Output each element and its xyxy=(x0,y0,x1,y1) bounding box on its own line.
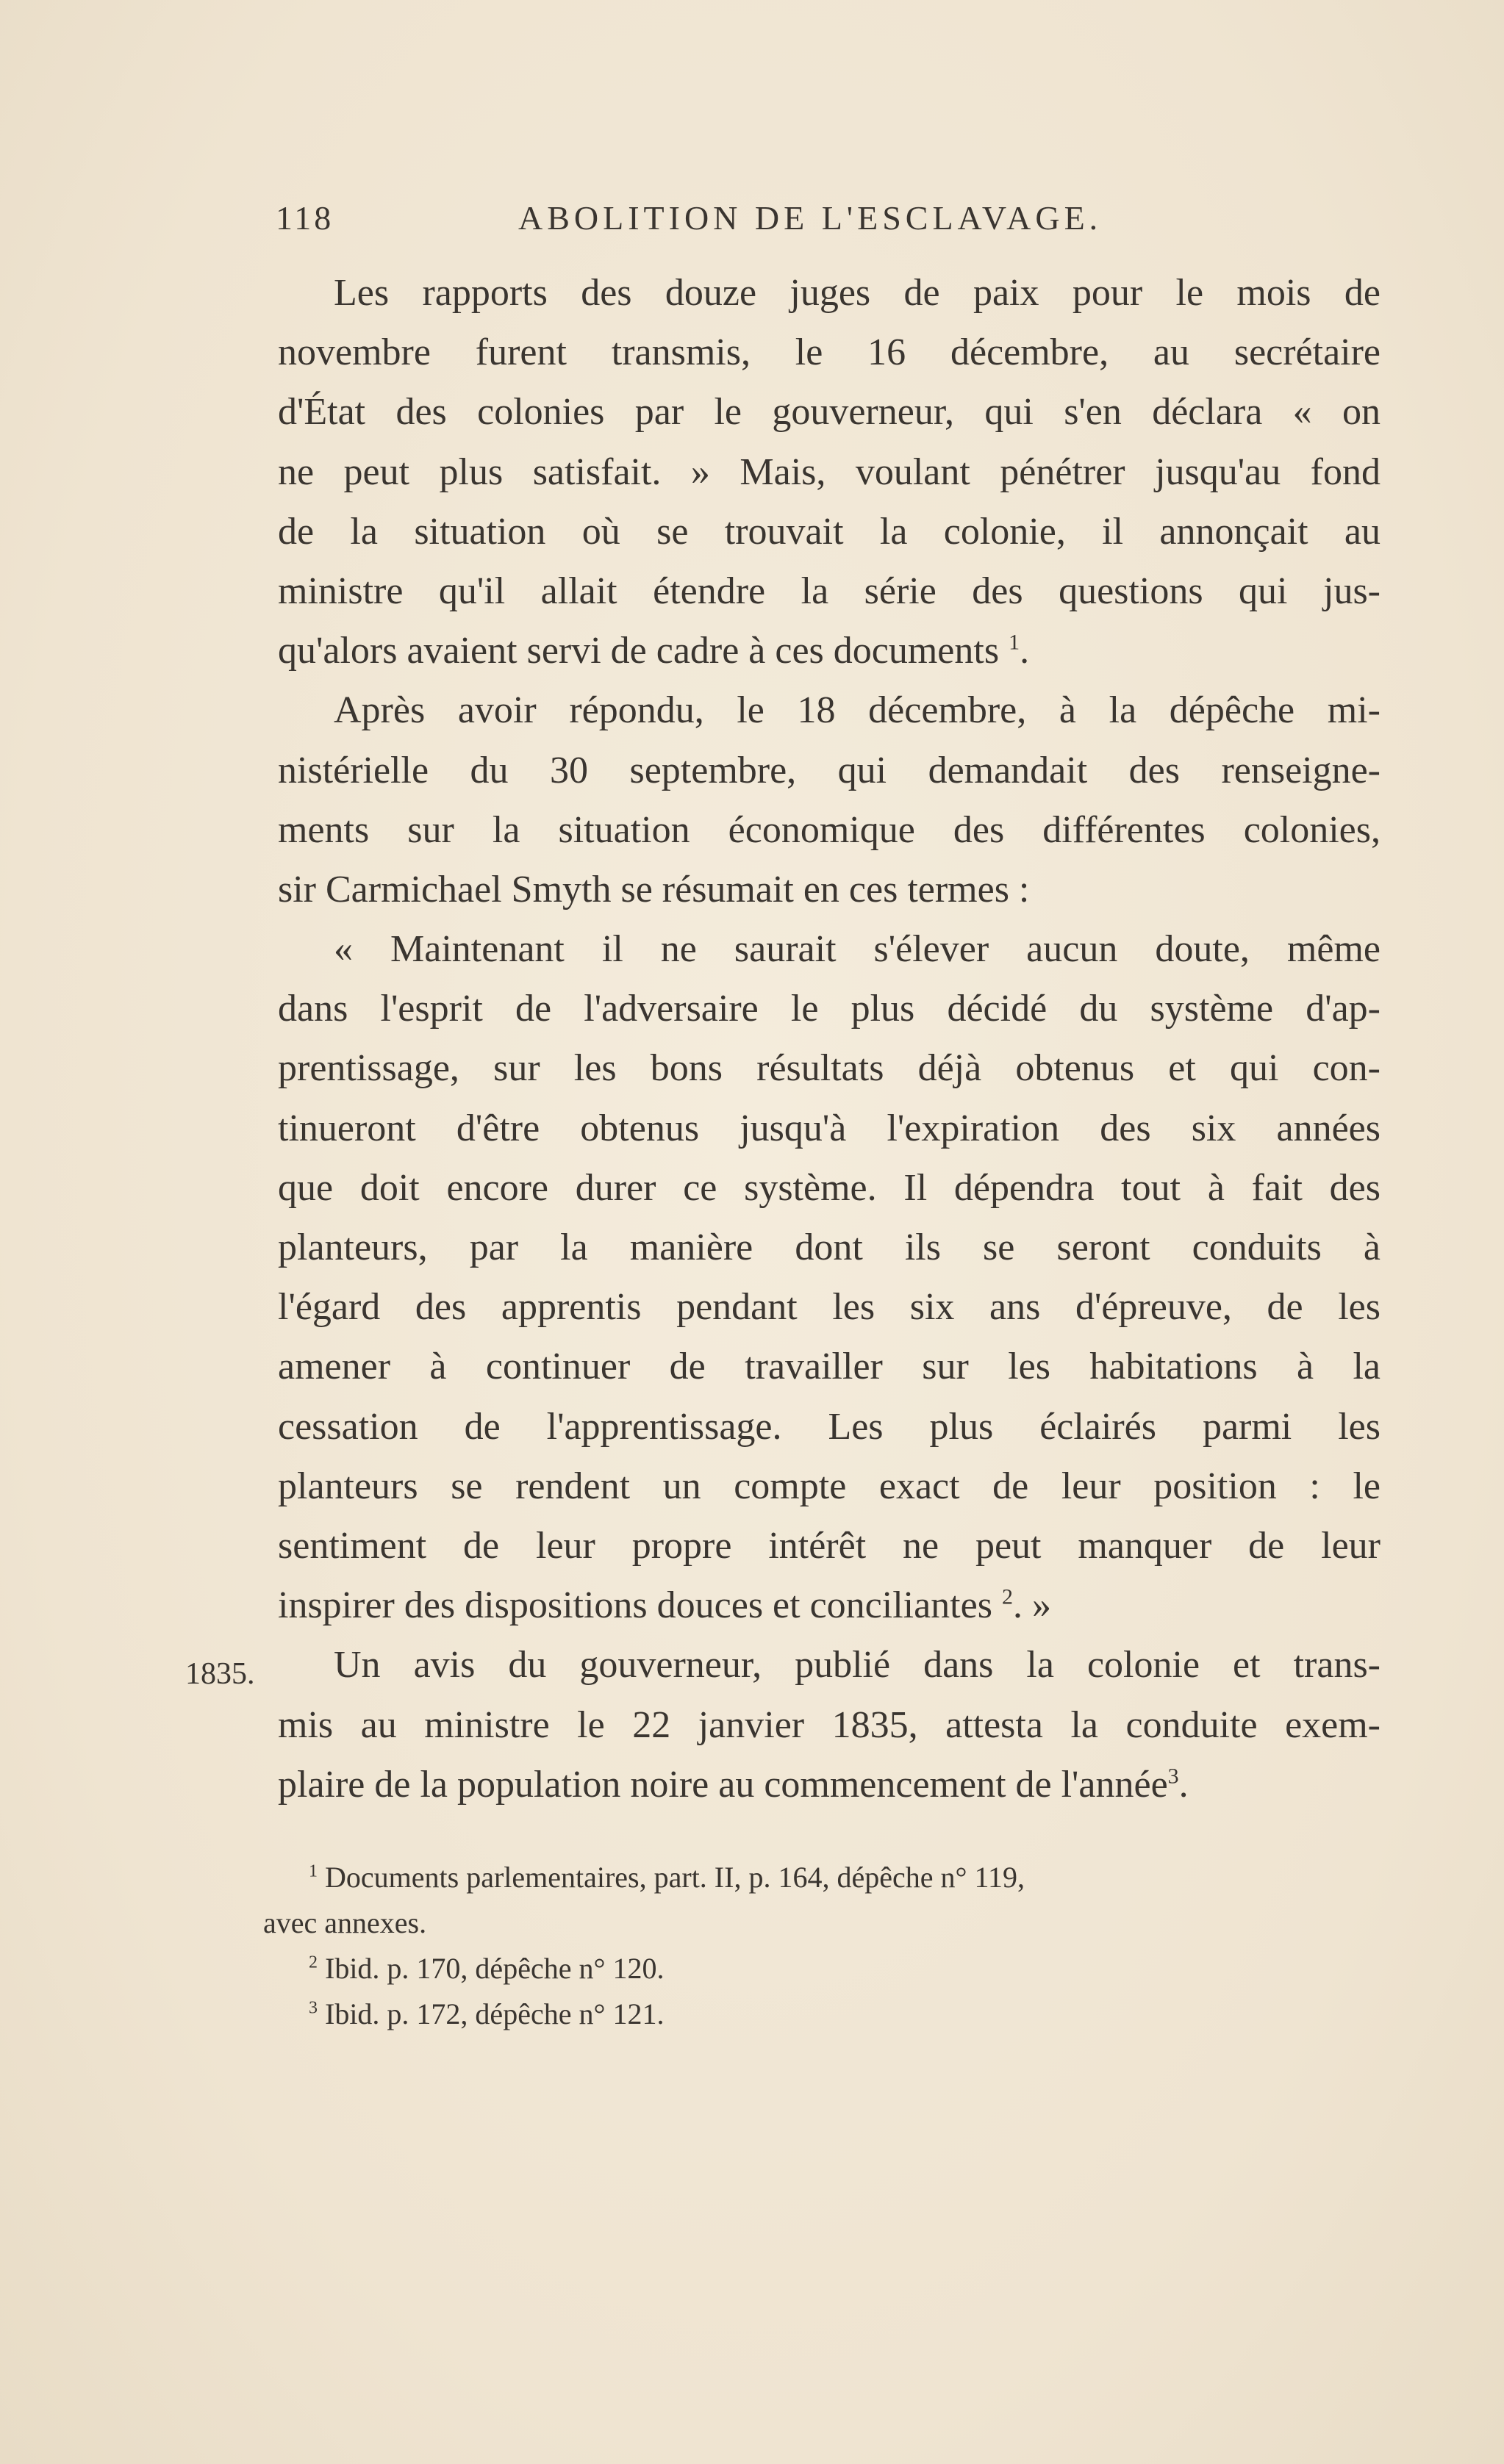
text-line: Les rapports des douze juges de paix pour le mois de xyxy=(334,272,1381,314)
text-line: ministre qu'il allait étendre la série des questions qui jus- xyxy=(278,570,1381,612)
footnote-ref-1: 1 xyxy=(1009,630,1020,655)
footnote: $^3$ Ibid. p. 172, dépêche n° 121. xyxy=(309,1997,665,2030)
text-line: mis au ministre le 22 janvier 1835, attesta la conduite exem- xyxy=(278,1703,1381,1746)
text-line: dans l'esprit de l'adversaire le plus décidé du système d'ap- xyxy=(278,988,1381,1030)
text-line: novembre furent transmis, le 16 décembre, au secrétaire xyxy=(278,331,1381,374)
footnote-ref-2: 2 xyxy=(1001,1584,1013,1609)
footnotes xyxy=(263,1855,1381,2037)
running-header xyxy=(276,198,1393,250)
footnote: $^1$ Documents parlementaires, part. II, p. 164, dépêche n° 119, xyxy=(309,1861,1025,1894)
text-line: qu'alors avaient servi de cadre à ces documents $^1$. xyxy=(278,630,1030,672)
text-line: Après avoir répondu, le 18 décembre, à la dépêche mi- xyxy=(334,689,1381,732)
footnote-ref-3: 3 xyxy=(1167,1764,1179,1789)
text-line: tinueront d'être obtenus jusqu'à l'expiration des six années xyxy=(278,1107,1381,1149)
text-line: que doit encore durer ce système. Il dépendra tout à fait des xyxy=(278,1166,1381,1209)
text-line: ne peut plus satisfait. » Mais, voulant pénétrer jusqu'au fond xyxy=(278,450,1381,493)
text-line: « Maintenant il ne saurait s'élever aucun doute, même xyxy=(334,928,1381,971)
page-number: 118 xyxy=(276,199,334,237)
text-line: planteurs, par la manière dont ils se seront conduits à xyxy=(278,1226,1381,1268)
text-line: sentiment de leur propre intérêt ne peut manquer de leur xyxy=(278,1524,1381,1567)
footnote-continuation: avec annexes. xyxy=(263,1906,427,1939)
text-line: inspirer des dispositions douces et conciliantes $^2$. » xyxy=(278,1584,1051,1627)
text-line: l'égard des apprentis pendant les six ans d'épreuve, de les xyxy=(278,1286,1381,1329)
running-title: ABOLITION DE L'ESCLAVAGE. xyxy=(518,199,1103,237)
text-line: d'État des colonies par le gouverneur, qui s'en déclara « on xyxy=(278,391,1381,434)
text-line: nistérielle du 30 septembre, qui demandait des renseigne- xyxy=(278,749,1381,791)
text-line: prentissage, sur les bons résultats déjà obtenus et qui con- xyxy=(278,1047,1381,1090)
text-line: de la situation où se trouvait la colonie, il annonçait au xyxy=(278,510,1381,553)
body-text xyxy=(278,263,1381,1814)
text-line: ments sur la situation économique des différentes colonies, xyxy=(278,808,1381,851)
text-line: cessation de l'apprentissage. Les plus éclairés parmi les xyxy=(278,1405,1381,1448)
text-line: plaire de la population noire au commencement de l'année$^3$. xyxy=(278,1763,1189,1806)
text-line: planteurs se rendent un compte exact de leur position : le xyxy=(278,1465,1381,1507)
text-line: Un avis du gouverneur, publié dans la colonie et trans- xyxy=(334,1644,1381,1687)
text-line: amener à continuer de travailler sur les habitations à la xyxy=(278,1346,1381,1388)
footnote: $^2$ Ibid. p. 170, dépêche n° 120. xyxy=(309,1952,665,1985)
text-line: sir Carmichael Smyth se résumait en ces termes : xyxy=(278,868,1030,910)
margin-year-note: 1835. xyxy=(185,1657,255,1691)
